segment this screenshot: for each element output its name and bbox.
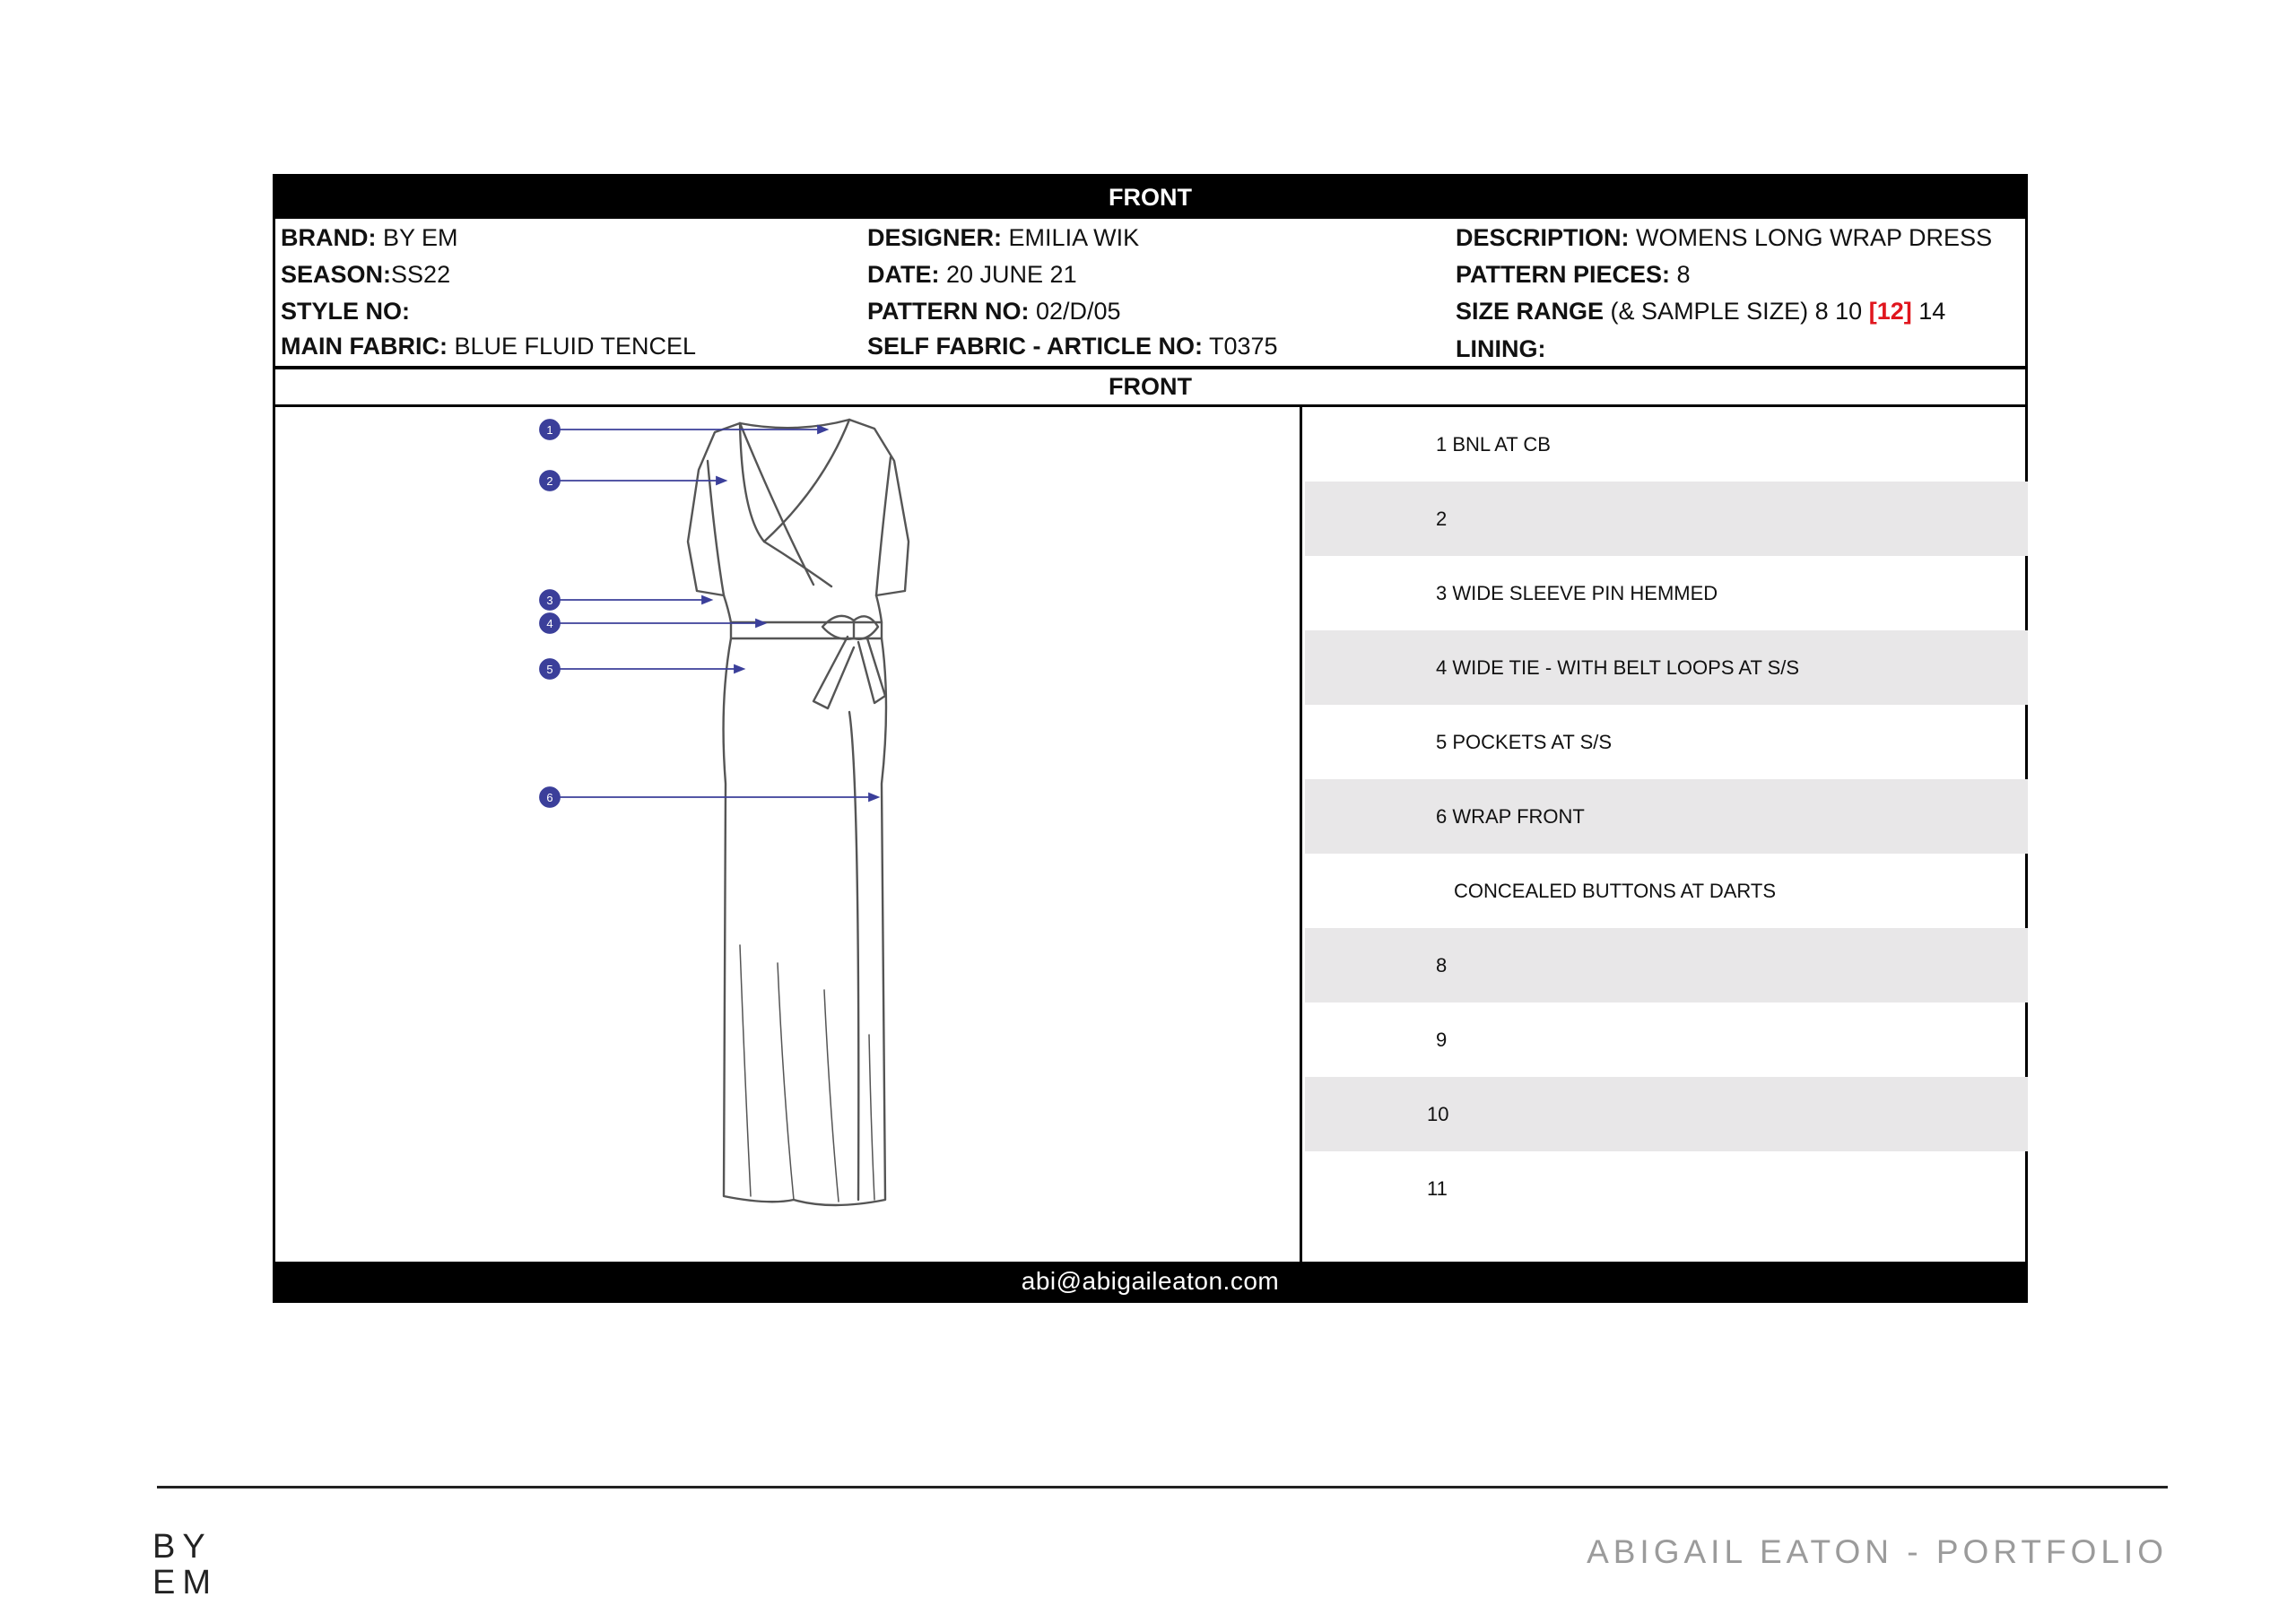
season-label: SEASON: xyxy=(281,261,392,288)
skirt xyxy=(724,638,886,1205)
back-neckline xyxy=(740,420,849,428)
spec-line-7: CONCEALED BUTTONS AT DARTS xyxy=(1454,879,1777,902)
pattern-no-row xyxy=(867,298,1121,325)
tie-end-left xyxy=(813,637,854,708)
spec-list xyxy=(1305,407,2028,1268)
spec-line-11: 11 xyxy=(1427,1176,1448,1200)
right-lapel xyxy=(764,420,849,586)
spec-line-2: 2 xyxy=(1305,482,2028,556)
season-row xyxy=(281,261,450,289)
tie-end-right xyxy=(858,638,885,703)
sheet-title: FRONT xyxy=(275,177,2025,219)
lining-row xyxy=(1456,335,1546,363)
designer-value: EMILIA WIK xyxy=(1008,224,1140,251)
description-label: DESCRIPTION: xyxy=(1456,224,1630,251)
portfolio-title: ABIGAIL EATON - PORTFOLIO xyxy=(1587,1533,2168,1570)
panel-divider xyxy=(1300,407,1302,1268)
callout-1: 1 xyxy=(546,423,553,437)
pattern-pieces-value: 8 xyxy=(1676,261,1691,288)
self-fabric-value: T0375 xyxy=(1209,333,1278,360)
tie-knot xyxy=(822,616,854,639)
self-fabric-row xyxy=(867,333,1278,360)
date-value: 20 JUNE 21 xyxy=(946,261,1077,288)
callout-2: 2 xyxy=(546,474,553,488)
season-value: SS22 xyxy=(391,261,451,288)
garment-drawing-area xyxy=(275,407,1300,1268)
by-em-logo xyxy=(152,1529,233,1601)
spec-line-3: 3 WIDE SLEEVE PIN HEMMED xyxy=(1436,581,1718,604)
pattern-no-value: 02/D/05 xyxy=(1036,298,1121,325)
logo-line-1: BY xyxy=(152,1528,213,1566)
callout-3: 3 xyxy=(546,594,553,607)
self-fabric-label: SELF FABRIC - ARTICLE NO: xyxy=(867,333,1203,360)
brand-value: BY EM xyxy=(383,224,458,251)
lining-label: LINING: xyxy=(1456,335,1546,362)
pattern-pieces-row xyxy=(1456,261,1691,289)
wrap-dress-flat-sketch xyxy=(275,407,1300,1268)
spec-line-6: 6 WRAP FRONT xyxy=(1305,779,2028,854)
sample-size-value: [12] xyxy=(1868,298,1912,325)
designer-label: DESIGNER: xyxy=(867,224,1003,251)
style-label: STYLE NO: xyxy=(281,298,411,325)
main-fabric-label: MAIN FABRIC: xyxy=(281,333,448,360)
spec-line-4: 4 WIDE TIE - WITH BELT LOOPS AT S/S xyxy=(1305,630,2028,705)
meta-block xyxy=(275,219,2025,366)
spec-line-1: 1 BNL AT CB xyxy=(1436,432,1551,456)
callout-6: 6 xyxy=(546,791,553,804)
size-range-note: (& SAMPLE SIZE) xyxy=(1610,298,1809,325)
waist-band xyxy=(731,622,882,638)
footer-rule xyxy=(157,1486,2168,1488)
size-range-label: SIZE RANGE xyxy=(1456,298,1605,325)
description-row xyxy=(1456,224,1992,252)
callout-5: 5 xyxy=(546,663,553,676)
designer-row xyxy=(867,224,1139,252)
tech-pack-sheet xyxy=(273,174,2028,1303)
logo-line-2: EM xyxy=(152,1564,218,1601)
size-range-values: 8 10 xyxy=(1814,298,1863,325)
spec-line-10: 10 xyxy=(1305,1077,2028,1151)
description-value: WOMENS LONG WRAP DRESS xyxy=(1636,224,1993,251)
pattern-pieces-label: PATTERN PIECES: xyxy=(1456,261,1671,288)
callout-4: 4 xyxy=(546,617,553,630)
brand-row xyxy=(281,224,458,252)
pattern-no-label: PATTERN NO: xyxy=(867,298,1030,325)
left-sleeve xyxy=(688,423,740,595)
size-range-row xyxy=(1456,298,1945,325)
spec-line-8: 8 xyxy=(1305,928,2028,1002)
spec-line-9: 9 xyxy=(1436,1028,1448,1051)
size-range-last: 14 xyxy=(1918,298,1946,325)
left-lapel xyxy=(740,423,813,585)
main-fabric-row xyxy=(281,333,696,360)
section-title: FRONT xyxy=(1109,373,1192,400)
date-label: DATE: xyxy=(867,261,940,288)
contact-email[interactable]: abi@abigaileaton.com xyxy=(275,1262,2025,1300)
brand-label: BRAND: xyxy=(281,224,377,251)
date-row xyxy=(867,261,1077,289)
style-row xyxy=(281,298,410,325)
wrap-overlap-edge xyxy=(849,712,858,1200)
spec-line-5: 5 POCKETS AT S/S xyxy=(1436,730,1613,753)
main-fabric-value: BLUE FLUID TENCEL xyxy=(454,333,697,360)
